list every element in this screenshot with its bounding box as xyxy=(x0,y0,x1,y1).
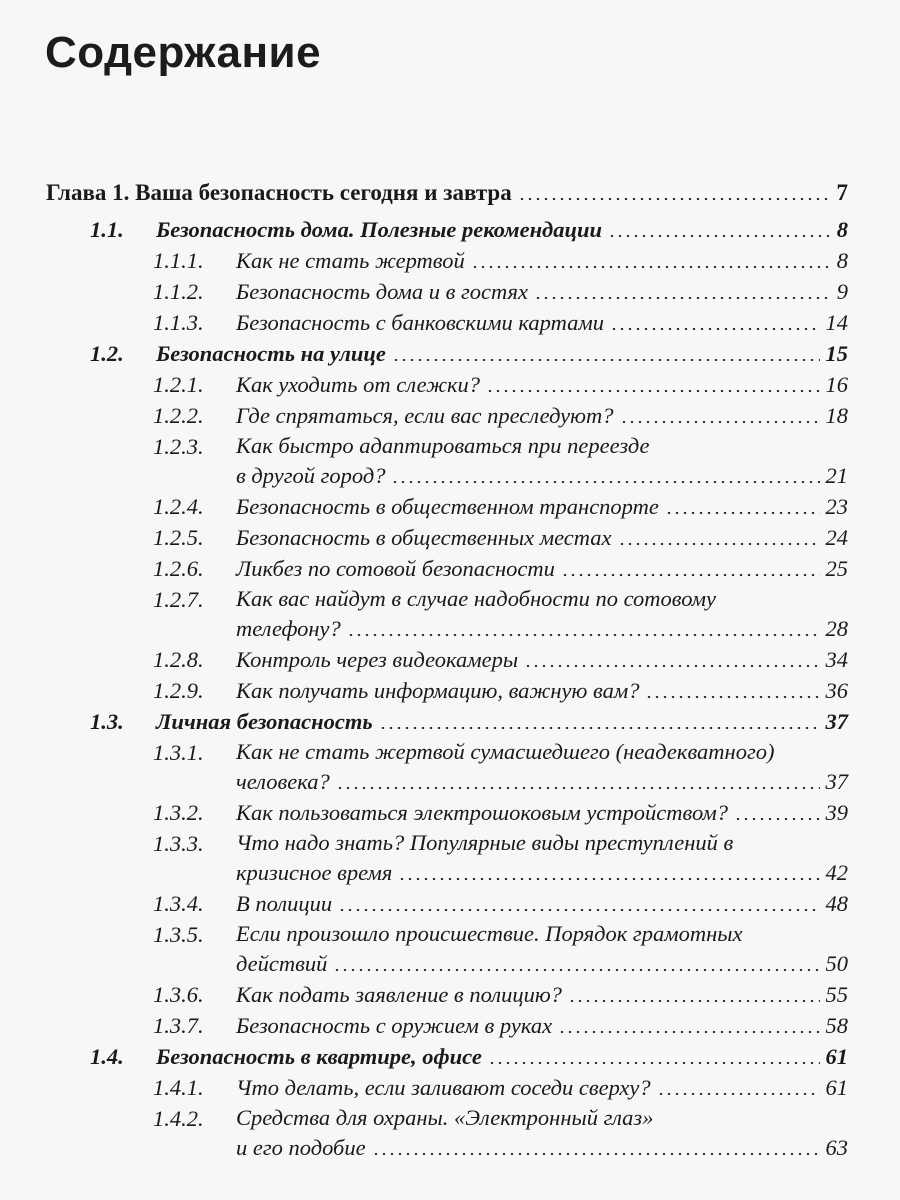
table-of-contents xyxy=(0,172,900,1163)
toc-entry-number: 1.2.3. xyxy=(153,434,204,459)
toc-entry xyxy=(0,214,900,245)
toc-entry-number: 1.1. xyxy=(90,217,124,242)
dot-leader xyxy=(392,359,820,361)
toc-page-number: 63 xyxy=(825,1135,848,1160)
toc-page-number: 7 xyxy=(836,180,848,205)
toc-entry-title: Как не стать жертвой xyxy=(236,248,465,273)
toc-entry xyxy=(0,919,900,979)
toc-page-number: 9 xyxy=(836,279,848,304)
toc-page-number: 55 xyxy=(825,982,848,1007)
toc-entry xyxy=(0,584,900,644)
toc-entry-title: Безопасность дома и в гостях xyxy=(236,279,528,304)
dot-leader xyxy=(471,266,831,268)
toc-entry xyxy=(0,522,900,553)
toc-entry xyxy=(0,828,900,888)
toc-entry-title: Как уходить от слежки? xyxy=(236,372,481,397)
toc-entry-title: Безопасность на улице xyxy=(156,341,386,366)
dot-leader xyxy=(336,787,820,789)
toc-entry-number: 1.2.1. xyxy=(153,372,204,397)
dot-leader xyxy=(620,421,820,423)
toc-entry-title: телефону? xyxy=(236,616,341,641)
toc-entry xyxy=(0,1103,900,1163)
toc-entry xyxy=(0,491,900,522)
toc-entry-title: Безопасность с банковскими картами xyxy=(236,310,604,335)
toc-entry-title: кризисное время xyxy=(236,860,393,885)
toc-page-number: 61 xyxy=(825,1075,848,1100)
toc-entry-title: Безопасность в общественных местах xyxy=(236,525,612,550)
toc-entry-number: 1.2.7. xyxy=(153,587,204,612)
dot-leader xyxy=(561,574,820,576)
toc-page-number: 8 xyxy=(836,248,848,273)
toc-entry-number: 1.1.2. xyxy=(153,279,204,304)
toc-entry-number: 1.1.1. xyxy=(153,248,204,273)
page-title: Содержание xyxy=(45,28,322,77)
toc-page-number: 36 xyxy=(825,678,848,703)
toc-page-number: 14 xyxy=(825,310,848,335)
toc-entry-title: Личная безопасность xyxy=(156,709,373,734)
toc-entry-title: человека? xyxy=(236,769,330,794)
dot-leader xyxy=(518,198,831,200)
toc-entry-number: 1.3.5. xyxy=(153,922,204,947)
toc-entry-number: 1.4.2. xyxy=(153,1106,204,1131)
toc-page-number: 48 xyxy=(825,891,848,916)
toc-entry-number: 1.2.8. xyxy=(153,647,204,672)
toc-entry-title: Ликбез по сотовой безопасности xyxy=(236,556,555,581)
dot-leader xyxy=(379,727,820,729)
toc-entry xyxy=(0,675,900,706)
toc-entry-title: В полиции xyxy=(236,891,333,916)
toc-entry-title: Контроль через видеокамеры xyxy=(236,647,519,672)
toc-entry-title: и его подобие xyxy=(236,1135,366,1160)
toc-entry-title: Если произошло происшествие. Порядок грамотных xyxy=(236,921,743,946)
toc-page-number: 21 xyxy=(825,463,848,488)
toc-entry xyxy=(0,1072,900,1103)
dot-leader xyxy=(610,328,820,330)
toc-entry xyxy=(0,553,900,584)
toc-page-number: 23 xyxy=(825,494,848,519)
dot-leader xyxy=(333,969,819,971)
toc-entry-number: 1.2.2. xyxy=(153,403,204,428)
dot-leader xyxy=(618,543,820,545)
toc-page-number: 61 xyxy=(825,1044,848,1069)
toc-page-number: 8 xyxy=(836,217,848,242)
dot-leader xyxy=(534,297,831,299)
dot-leader xyxy=(568,1000,820,1002)
toc-entry xyxy=(0,276,900,307)
toc-entry-title: Средства для охраны. «Электронный глаз» xyxy=(236,1105,654,1130)
toc-entry-number: 1.2. xyxy=(90,341,124,366)
dot-leader xyxy=(558,1031,819,1033)
toc-entry-number: 1.2.4. xyxy=(153,494,204,519)
dot-leader xyxy=(488,1062,820,1064)
toc-entry-title: действий xyxy=(236,951,328,976)
toc-entry-number: 1.3.1. xyxy=(153,740,204,765)
toc-entry-title: Что надо знать? Популярные виды преступлений в xyxy=(236,830,734,855)
toc-entry xyxy=(0,888,900,919)
dot-leader xyxy=(734,818,819,820)
toc-entry-title: Как пользоваться электрошоковым устройством? xyxy=(236,800,729,825)
toc-entry-title: в другой город? xyxy=(236,463,386,488)
toc-entry-number: 1.3. xyxy=(90,709,124,734)
dot-leader xyxy=(398,878,819,880)
toc-entry xyxy=(0,245,900,276)
toc-entry xyxy=(0,307,900,338)
dot-leader xyxy=(657,1093,820,1095)
dot-leader xyxy=(391,481,819,483)
toc-entry-number: 1.4. xyxy=(90,1044,124,1069)
toc-entry-title: Как получать информацию, важную вам? xyxy=(236,678,640,703)
toc-entry-number: 1.1.3. xyxy=(153,310,204,335)
toc-entry xyxy=(0,706,900,737)
toc-entry-title: Как быстро адаптироваться при переезде xyxy=(236,433,650,458)
toc-entry xyxy=(0,431,900,491)
toc-entry xyxy=(0,400,900,431)
toc-entry xyxy=(0,1010,900,1041)
toc-page-number: 39 xyxy=(825,800,848,825)
toc-entry xyxy=(0,737,900,797)
toc-entry-number: 1.2.6. xyxy=(153,556,204,581)
toc-entry-title: Безопасность с оружием в руках xyxy=(236,1013,553,1038)
toc-page-number: 18 xyxy=(825,403,848,428)
dot-leader xyxy=(347,634,820,636)
toc-entry-number: 1.3.4. xyxy=(153,891,204,916)
toc-page-number: 15 xyxy=(825,341,848,366)
dot-leader xyxy=(372,1153,820,1155)
toc-page-number: 28 xyxy=(825,616,848,641)
toc-page-number: 37 xyxy=(825,769,848,794)
toc-entry-title: Безопасность дома. Полезные рекомендации xyxy=(156,217,603,242)
dot-leader xyxy=(524,665,819,667)
toc-entry-number: 1.2.5. xyxy=(153,525,204,550)
toc-entry-number: 1.3.3. xyxy=(153,831,204,856)
toc-entry xyxy=(0,797,900,828)
toc-page-number: 34 xyxy=(825,647,848,672)
toc-page-number: 16 xyxy=(825,372,848,397)
toc-entry-title: Как не стать жертвой сумасшедшего (неадекватного) xyxy=(236,739,775,764)
toc-entry xyxy=(0,644,900,675)
toc-entry-title: Как вас найдут в случае надобности по сотовому xyxy=(236,586,716,611)
dot-leader xyxy=(608,235,831,237)
toc-entry-number: 1.3.7. xyxy=(153,1013,204,1038)
toc-page-number: 24 xyxy=(825,525,848,550)
toc-page-number: 50 xyxy=(825,951,848,976)
toc-page-number: 42 xyxy=(825,860,848,885)
toc-entry xyxy=(0,172,900,214)
toc-entry xyxy=(0,979,900,1010)
toc-entry-number: 1.3.6. xyxy=(153,982,204,1007)
dot-leader xyxy=(338,909,819,911)
toc-entry-title: Как подать заявление в полицию? xyxy=(236,982,562,1007)
toc-entry-title: Глава 1. Ваша безопасность сегодня и завтра xyxy=(46,180,512,205)
toc-entry xyxy=(0,338,900,369)
dot-leader xyxy=(645,696,819,698)
toc-entry-number: 1.3.2. xyxy=(153,800,204,825)
toc-page-number: 58 xyxy=(825,1013,848,1038)
toc-entry-title: Что делать, если заливают соседи сверху? xyxy=(236,1075,651,1100)
toc-page-number: 37 xyxy=(825,709,848,734)
toc-entry-title: Безопасность в квартире, офисе xyxy=(156,1044,482,1069)
dot-leader xyxy=(665,512,820,514)
dot-leader xyxy=(486,390,819,392)
toc-entry-title: Безопасность в общественном транспорте xyxy=(236,494,659,519)
toc-entry-number: 1.4.1. xyxy=(153,1075,204,1100)
toc-entry xyxy=(0,1041,900,1072)
toc-entry-title: Где спрятаться, если вас преследуют? xyxy=(236,403,614,428)
toc-entry-number: 1.2.9. xyxy=(153,678,204,703)
toc-page-number: 25 xyxy=(825,556,848,581)
toc-entry xyxy=(0,369,900,400)
